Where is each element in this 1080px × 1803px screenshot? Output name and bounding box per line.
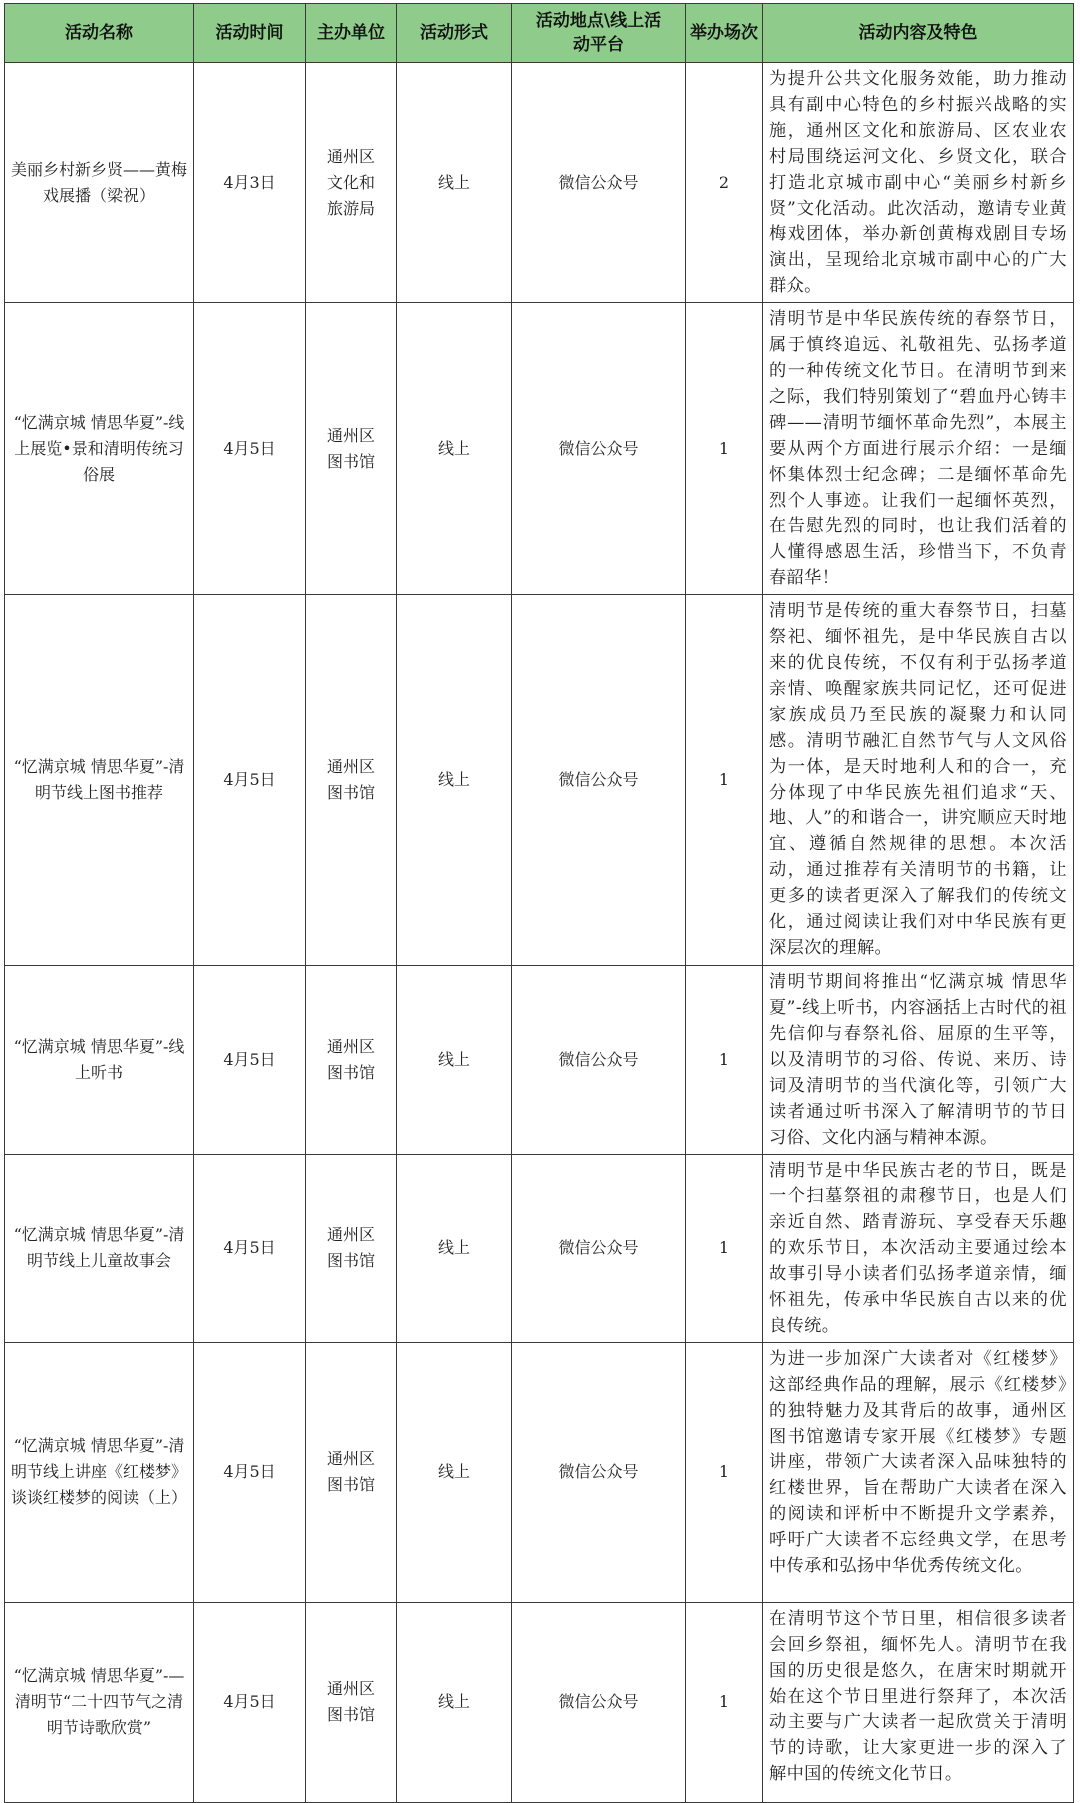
cell-platform: 微信公众号 xyxy=(512,1602,686,1802)
cell-organizer: 通州区图书馆 xyxy=(306,303,397,595)
cell-content: 清明节是中华民族传统的春祭节日，属于慎终追远、礼敬祖先、弘扬孝道的一种传统文化节日。在清明节到来之际，我们特别策划了“碧血丹心铸丰碑——清明节缅怀革命先烈”，本展主要从两个方面进行展示介绍：一是缅怀集体烈士纪念碑；二是缅怀革命先烈个人事迹。让我们一起缅怀英烈，在告慰先烈的同时，也让我们活着的人懂得感恩生活，珍惜当下，不负青春韶华！ xyxy=(763,303,1074,595)
cell-content: 清明节期间将推出“忆满京城 情思华夏”-线上听书，内容涵括上古时代的祖先信仰与春祭礼俗、屈原的生平等，以及清明节的习俗、传说、来历、诗词及清明节的当代演化等，引领广大读者通过听书深入了解清明节的节日习俗、文化内涵与精神本源。 xyxy=(763,966,1074,1154)
cell-format: 线上 xyxy=(397,303,512,595)
header-name: 活动名称 xyxy=(5,4,194,63)
header-organizer: 主办单位 xyxy=(306,4,397,63)
cell-sessions: 1 xyxy=(686,303,763,595)
activity-table xyxy=(4,3,1074,1803)
cell-content: 为提升公共文化服务效能，助力推动具有副中心特色的乡村振兴战略的实施，通州区文化和旅游局、区农业农村局围绕运河文化、乡贤文化，联合打造北京城市副中心“美丽乡村新乡贤”文化活动。此次活动，邀请专业黄梅戏团体，举办新创黄梅戏剧目专场演出，呈现给北京城市副中心的广大群众。 xyxy=(763,63,1074,303)
table-row xyxy=(5,63,1074,303)
table-row xyxy=(5,966,1074,1154)
cell-sessions: 1 xyxy=(686,595,763,966)
table-row xyxy=(5,595,1074,966)
header-format: 活动形式 xyxy=(397,4,512,63)
cell-organizer: 通州区图书馆 xyxy=(306,966,397,1154)
activity-table-container xyxy=(4,3,1073,1803)
cell-sessions: 1 xyxy=(686,1154,763,1342)
cell-format: 线上 xyxy=(397,595,512,966)
header-time: 活动时间 xyxy=(194,4,306,63)
cell-sessions: 2 xyxy=(686,63,763,303)
table-row xyxy=(5,303,1074,595)
cell-organizer: 通州区图书馆 xyxy=(306,595,397,966)
cell-platform: 微信公众号 xyxy=(512,966,686,1154)
cell-format: 线上 xyxy=(397,966,512,1154)
cell-time: 4月5日 xyxy=(194,1154,306,1342)
cell-name: “忆满京城 情思华夏”-线上展览•景和清明传统习俗展 xyxy=(5,303,194,595)
cell-platform: 微信公众号 xyxy=(512,303,686,595)
cell-content: 清明节是传统的重大春祭节日，扫墓祭祀、缅怀祖先，是中华民族自古以来的优良传统，不仅有利于弘扬孝道亲情、唤醒家族共同记忆，还可促进家族成员乃至民族的凝聚力和认同感。清明节融汇自然节气与人文风俗为一体，是天时地利人和的合一，充分体现了中华民族先祖们追求“天、地、人”的和谐合一，讲究顺应天时地宜、遵循自然规律的思想。本次活动，通过推荐有关清明节的书籍，让更多的读者更深入了解我们的传统文化，通过阅读让我们对中华民族有更深层次的理解。 xyxy=(763,595,1074,966)
cell-name: “忆满京城 情思华夏”-清明节线上儿童故事会 xyxy=(5,1154,194,1342)
cell-sessions: 1 xyxy=(686,966,763,1154)
table-row xyxy=(5,1342,1074,1602)
cell-content: 清明节是中华民族古老的节日，既是一个扫墓祭祖的肃穆节日，也是人们亲近自然、踏青游玩、享受春天乐趣的欢乐节日，本次活动主要通过绘本故事引导小读者们弘扬孝道亲情，缅怀祖先，传承中华民族自古以来的优良传统。 xyxy=(763,1154,1074,1342)
cell-content: 为进一步加深广大读者对《红楼梦》这部经典作品的理解，展示《红楼梦》的独特魅力及其背后的故事，通州区图书馆邀请专家开展《红楼梦》专题讲座，带领广大读者深入品味独特的红楼世界，旨在帮助广大读者在深入的阅读和评析中不断提升文学素养，呼吁广大读者不忘经典文学，在思考中传承和弘扬中华优秀传统文化。 xyxy=(763,1342,1074,1602)
cell-organizer: 通州区图书馆 xyxy=(306,1154,397,1342)
cell-organizer: 通州区图书馆 xyxy=(306,1342,397,1602)
cell-sessions: 1 xyxy=(686,1342,763,1602)
cell-sessions: 1 xyxy=(686,1602,763,1802)
cell-format: 线上 xyxy=(397,1154,512,1342)
cell-organizer: 通州区图书馆 xyxy=(306,1602,397,1802)
cell-name: “忆满京城 情思华夏”-—清明节“二十四节气之清明节诗歌欣赏” xyxy=(5,1602,194,1802)
cell-platform: 微信公众号 xyxy=(512,595,686,966)
cell-format: 线上 xyxy=(397,1602,512,1802)
cell-format: 线上 xyxy=(397,1342,512,1602)
cell-platform: 微信公众号 xyxy=(512,63,686,303)
cell-time: 4月5日 xyxy=(194,1342,306,1602)
cell-time: 4月5日 xyxy=(194,595,306,966)
cell-time: 4月5日 xyxy=(194,1602,306,1802)
header-content: 活动内容及特色 xyxy=(763,4,1074,63)
header-sessions: 举办场次 xyxy=(686,4,763,63)
cell-content: 在清明节这个节日里，相信很多读者会回乡祭祖，缅怀先人。清明节在我国的历史很是悠久，在唐宋时期就开始在这个节日里进行祭拜了，本次活动主要与广大读者一起欣赏关于清明节的诗歌，让大家更进一步的深入了解中国的传统文化节日。 xyxy=(763,1602,1074,1802)
cell-name: “忆满京城 情思华夏”-清明节线上图书推荐 xyxy=(5,595,194,966)
cell-time: 4月5日 xyxy=(194,966,306,1154)
header-row xyxy=(5,4,1074,63)
cell-platform: 微信公众号 xyxy=(512,1154,686,1342)
cell-name: “忆满京城 情思华夏”-清明节线上讲座《红楼梦》谈谈红楼梦的阅读（上） xyxy=(5,1342,194,1602)
cell-name: 美丽乡村新乡贤——黄梅戏展播（梁祝） xyxy=(5,63,194,303)
cell-name: “忆满京城 情思华夏”-线上听书 xyxy=(5,966,194,1154)
cell-platform: 微信公众号 xyxy=(512,1342,686,1602)
table-row xyxy=(5,1602,1074,1802)
header-location: 活动地点\线上活动平台 xyxy=(512,4,686,63)
cell-organizer: 通州区文化和旅游局 xyxy=(306,63,397,303)
table-row xyxy=(5,1154,1074,1342)
cell-time: 4月3日 xyxy=(194,63,306,303)
cell-format: 线上 xyxy=(397,63,512,303)
cell-time: 4月5日 xyxy=(194,303,306,595)
